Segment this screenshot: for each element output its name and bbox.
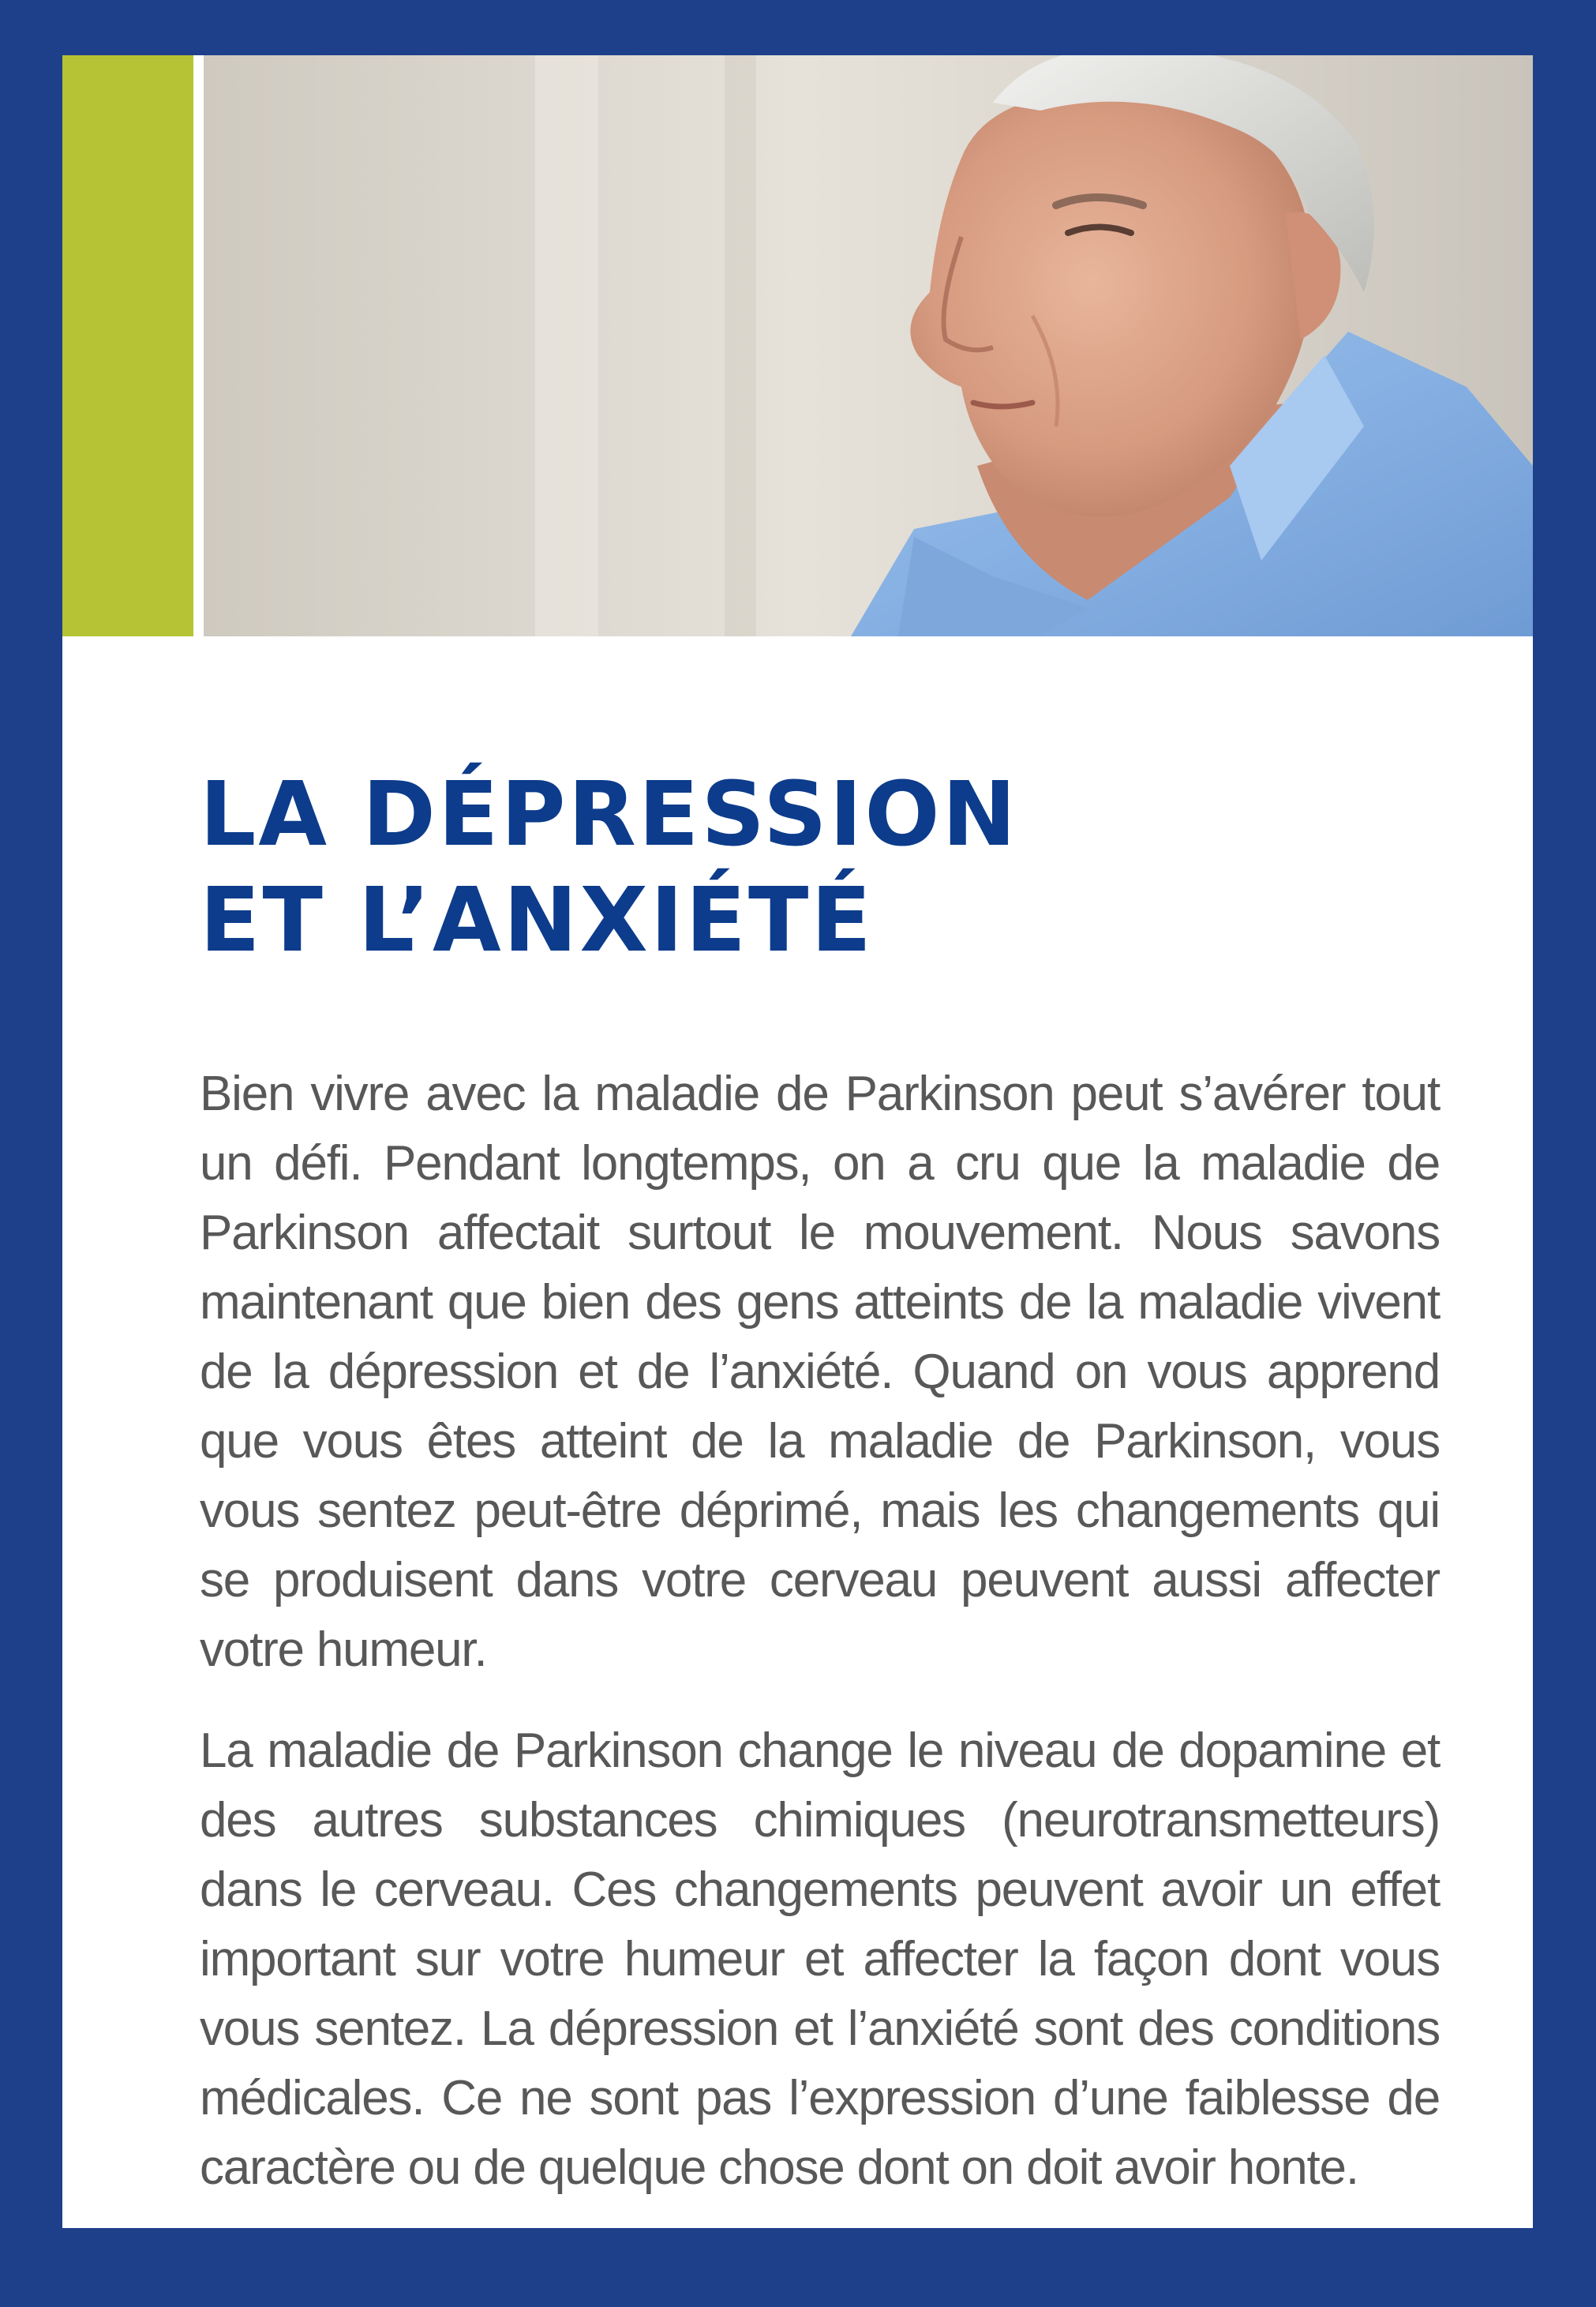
- body-text: [200, 1060, 1440, 2203]
- accent-bar: [62, 55, 193, 636]
- page-title: [200, 762, 1463, 973]
- senior-man-portrait-photo-icon: [204, 55, 1533, 636]
- paragraph-2: La maladie de Parkinson change le niveau de dopamine et des autres substances chimiques (neurotransmetteurs) dans le cerveau. Ces changements peuvent avoir un effet important sur votre humeur et affecter la façon dont vous vous sentez. La dépression et l’anxiété sont des conditions médicales. Ce ne sont pas l’expression d’une faiblesse de caractère ou de quelque chose dont on doit avoir honte.: [200, 1724, 1440, 2195]
- paragraph-1: Bien vivre avec la maladie de Parkinson peut s’avérer tout un défi. Pendant longtemps, on a cru que la maladie de Parkinson affectait surtout le mouvement. Nous savons maintenant que bien des gens atteints de la maladie vivent de la dépression et de l’anxiété. Quand on vous apprend que vous êtes atteint de la maladie de Parkinson, vous vous sentez peut-être déprimé, mais les changements qui se produisent dans votre cerveau peuvent aussi affecter votre humeur.: [200, 1067, 1440, 1677]
- accent-divider: [193, 55, 204, 636]
- content-card: [62, 55, 1533, 2228]
- senior-man-photo: [204, 55, 1533, 636]
- title-line-1: LA DÉPRESSION: [200, 763, 1019, 866]
- title-line-2: ET L’ANXIÉTÉ: [200, 869, 874, 972]
- photo-band: [62, 55, 1533, 636]
